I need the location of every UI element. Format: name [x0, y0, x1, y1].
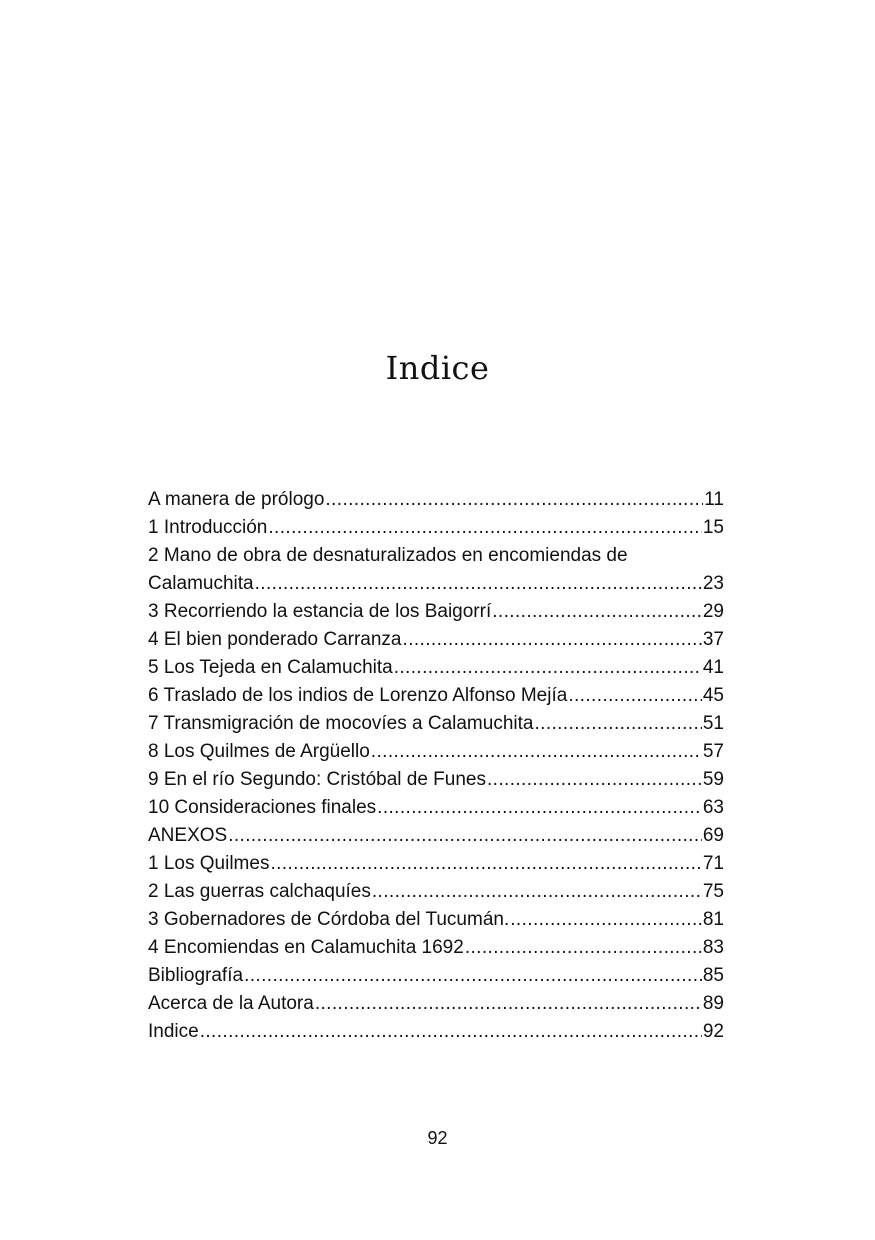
toc-entry-prologo[interactable]: [148, 486, 724, 514]
toc-entry-page: 92: [702, 1021, 724, 1042]
toc-entry-title: 8 Los Quilmes de Argüello: [148, 741, 370, 762]
toc-entry-page: 41: [702, 657, 724, 678]
toc-entry-title: 6 Traslado de los indios de Lorenzo Alfonso Mejía: [148, 685, 568, 706]
toc-entry-title: Bibliografía: [148, 965, 244, 986]
toc-entry-title: 7 Transmigración de mocovíes a Calamuchita: [148, 713, 534, 734]
toc-entry-title: 4 El bien ponderado Carranza: [148, 629, 402, 650]
toc-entry-bibliografia[interactable]: [148, 962, 724, 990]
toc-entry-page: 29: [702, 601, 724, 622]
toc-entry-title: 3 Recorriendo la estancia de los Baigorrí: [148, 601, 492, 622]
dot-leader: [244, 962, 702, 990]
toc-entry-autora[interactable]: [148, 990, 724, 1018]
toc-entry-page: 23: [702, 573, 724, 594]
toc-entry-anexos[interactable]: [148, 822, 724, 850]
toc-entry-title: 2 Las guerras calchaquíes: [148, 881, 371, 902]
toc-entry-quilmes-arguello[interactable]: [148, 738, 724, 766]
toc-entry-page: 71: [702, 853, 724, 874]
toc-entry-consideraciones[interactable]: [148, 794, 724, 822]
toc-entry-title: ANEXOS: [148, 825, 228, 846]
toc-entry-transmigracion[interactable]: [148, 710, 724, 738]
toc-entry-title-line1: 2 Mano de obra de desnaturalizados en encomiendas de: [148, 545, 628, 566]
toc-entry-carranza[interactable]: [148, 626, 724, 654]
toc-entry-baigorri[interactable]: [148, 598, 724, 626]
toc-entry-page: 85: [702, 965, 724, 986]
dot-leader: [492, 598, 702, 626]
page-number: 92: [427, 1128, 448, 1148]
toc-entry-page: 69: [702, 825, 724, 846]
toc-entry-gobernadores[interactable]: [148, 906, 724, 934]
page-title: Indice: [385, 349, 490, 387]
toc-entry-rio-segundo[interactable]: [148, 766, 724, 794]
dot-leader: [568, 682, 702, 710]
dot-leader: [465, 934, 702, 962]
dot-leader: [403, 626, 702, 654]
table-of-contents: [148, 486, 724, 1046]
toc-entry-title: A manera de prólogo: [148, 489, 325, 510]
toc-entry-encomiendas-1692[interactable]: [148, 934, 724, 962]
dot-leader: [255, 570, 702, 598]
dot-leader: [372, 878, 702, 906]
toc-entry-page: 75: [702, 881, 724, 902]
toc-entry-title: 4 Encomiendas en Calamuchita 1692: [148, 937, 464, 958]
dot-leader: [270, 850, 701, 878]
toc-entry-page: 81: [702, 909, 724, 930]
toc-entry-indice[interactable]: [148, 1018, 724, 1046]
toc-entry-page: 57: [702, 741, 724, 762]
toc-entry-guerras[interactable]: [148, 878, 724, 906]
toc-entry-page: 59: [702, 769, 724, 790]
toc-entry-title: 9 En el río Segundo: Cristóbal de Funes: [148, 769, 486, 790]
toc-entry-page: 11: [704, 489, 724, 510]
toc-entry-title: 10 Consideraciones finales: [148, 797, 377, 818]
dot-leader: [315, 990, 702, 1018]
dot-leader: [200, 1018, 702, 1046]
toc-entry-introduccion[interactable]: [148, 514, 724, 542]
toc-entry-page: 63: [702, 797, 724, 818]
toc-entry-page: 37: [702, 629, 724, 650]
toc-entry-last-line: [148, 570, 724, 598]
dot-leader: [377, 794, 702, 822]
toc-entry-traslado[interactable]: [148, 682, 724, 710]
dot-leader: [394, 654, 702, 682]
toc-entry-los-quilmes[interactable]: [148, 850, 724, 878]
dot-leader: [371, 738, 702, 766]
toc-entry-title: 1 Los Quilmes: [148, 853, 270, 874]
toc-entry-title: Indice: [148, 1021, 199, 1042]
toc-entry-page: 15: [702, 517, 724, 538]
dot-leader: [510, 906, 702, 934]
toc-entry-page: 45: [702, 685, 724, 706]
toc-entry-title: Acerca de la Autora: [148, 993, 314, 1014]
toc-entry-mano-de-obra[interactable]: [148, 542, 724, 598]
dot-leader: [268, 514, 702, 542]
toc-entry-title: 1 Introducción: [148, 517, 268, 538]
toc-entry-page: 89: [702, 993, 724, 1014]
toc-entry-tejeda[interactable]: [148, 654, 724, 682]
dot-leader: [325, 486, 703, 514]
toc-entry-page: 83: [702, 937, 724, 958]
dot-leader: [487, 766, 702, 794]
toc-entry-title-line2: Calamuchita: [148, 573, 254, 594]
toc-entry-title: 5 Los Tejeda en Calamuchita: [148, 657, 393, 678]
dot-leader: [228, 822, 702, 850]
toc-entry-title: 3 Gobernadores de Córdoba del Tucumán.: [148, 909, 510, 930]
dot-leader: [534, 710, 701, 738]
toc-entry-page: 51: [702, 713, 724, 734]
